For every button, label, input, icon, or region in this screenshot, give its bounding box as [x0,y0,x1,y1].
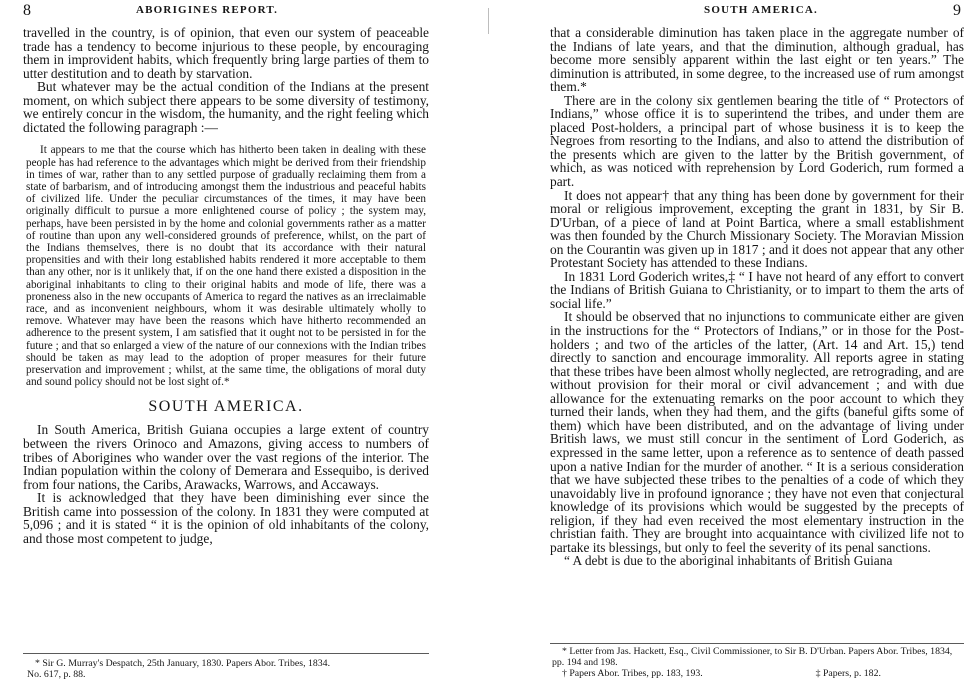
right-paragraph-2: There are in the colony six gentlemen bearing the title of “ Protectors of Indians,” whose office it is to superintend the tribes, and under them are placed Post-holders, a principal part of whose business it is to keep the Negroes from resorting to the Indians, and also to attend the distribution of the presents which are given to the latter by the British government, of which, as was noticed with reprehension by Lord Goderich, rum formed a part. [550,92,964,190]
block-quote-murray: It appears to me that the course which has hitherto been taken in dealing with these people has had reference to the advantages which might be derived from their friendship in times of war, rather than to any settled purpose of gradually reclaiming them from a state of barbarism, and of introducing amongst them the industrious and peaceful habits of civilized life. Under the peculiar circumstances of the times, it may have been originally difficult to pursue a more enlightened course of policy ; the system may, perhaps, have been persisted in by the home and colonial governments rather as a matter of routine than upon any well-considered grounds of preference, whilst, on the part of the Indians themselves, there is no doubt that its accordance with their natural propensities and with their long established habits rendered it more acceptable to them than any other, nor is it unlikely that, if on the one hand there existed a disposition in the aboriginal inhabitants to cling to their original habits and mode of life, there was a proneness also in the new occupants of America to regard the natives as an irreclaimable race, and as inconvenient neighbours, whom it was desirable ultimately wholly to remove. Whatever may have been the reasons which have hitherto recommended an adherence to the present system, I am satisfied that it ought not to be persisted in for the future ; and that so enlarged a view of the nature of our connexions with the Indian tribes should be taken as may lead to the adoption of proper measures for their future preservation and improvement ; whilst, at the same time, the obligations of moral duty and sound policy should not be lost sight of.* [26,144,426,389]
right-paragraph-6: “ A debt is due to the aboriginal inhabitants of British Guiana [564,553,893,569]
right-page [490,0,980,691]
right-footnotes [552,646,964,679]
section-title-south-america: SOUTH AMERICA. [148,398,304,416]
right-footnote-rule [550,643,964,644]
left-page-number: 8 [23,2,31,19]
right-footnote-2-3-row [552,668,964,679]
right-page-number: 9 [953,2,961,19]
right-footnote-2: † Papers Abor. Tribes, pp. 183, 193. [562,668,703,679]
right-footnote-3: ‡ Papers, p. 182. [815,668,881,679]
left-footnotes [27,658,427,680]
left-footnote-rule [23,653,429,654]
right-paragraph-1: that a considerable diminution has taken place in the aggregate number of the Indians of late years, and that the diminution, although gradual, has become more sensibly apparent within the last eight or ten years.” The diminution is attributed, in some degree, to the increased use of rum amongst them.* [550,25,964,95]
left-footnote-1: * Sir G. Murray's Despatch, 25th January, 1830. Papers Abor. Tribes, 1834. [35,658,331,669]
left-running-head: ABORIGINES REPORT. [136,4,279,16]
left-paragraph-1: travelled in the country, is of opinion, that even our system of peaceable trade has a tendency to become injurious to these people, by encouraging them in improvident habits, which frequently bring large parties of them to utter destitution and to death by starvation. [23,25,429,81]
left-footnote-1-cont: No. 617, p. 88. [27,669,86,680]
left-paragraph-2: But whatever may be the actual condition of the Indians at the present moment, on which subject there appears to be some diversity of testimony, we entirely concur in the wisdom, the humanity, and the right feeling which dictated the following paragraph :— [23,79,429,135]
right-running-head: SOUTH AMERICA. [704,4,818,16]
left-section-paragraph-2: It is acknowledged that they have been diminishing ever since the British came into possession of the colony. In 1831 they were computed at 5,096 ; and it is stated “ it is the opinion of old inhabitants of the colony, and those most competent to judge, [23,490,429,546]
left-section-paragraph-1: In South America, British Guiana occupies a large extent of country between the rivers Orinoco and Amazons, giving access to numbers of tribes of Aborigines who wander over the vast regions of the interior. The Indian population within the colony of Demerara and Essequibo, is derived from four nations, the Caribs, Arawacks, Warrows, and Accaways. [23,422,429,492]
right-paragraph-5: It should be observed that no injunctions to communicate either are given in the instructions for the “ Protectors of Indians,” or in those for the Post-holders ; and two of the articles of the latter, (Art. 14 and Art. 15,) tend directly to sanction and encourage immorality. All reports agree in stating that these tribes have been almost wholly neglected, are retrograding, and are without provision for their moral or civil advancement ; and with due allowance for the extenuating remarks on the poor account to which they turned their lands, when they had them, and the gifts (baneful gifts some of them) which have been distributed, and on the advantage of living under British laws, we must still concur in the sentiment of Lord Goderich, as expressed in the same letter, upon a reference as to sentence of death passed upon a native Indian for the murder of another. “ It is a serious consideration that we have subjected these tribes to the penalties of a code of which they unavoidably live in profound ignorance ; they have not even that conjectural knowledge of its provisions which would be suggested by the precepts of religion, if they had even received the most elementary instruction in the christian faith. They are brought into acquaintance with civilized life not to partake its blessings, but only to feel the severity of its penal sanctions. [550,309,964,555]
right-text-column [550,26,964,568]
left-text-column [23,26,429,545]
right-footnote-1: * Letter from Jas. Hackett, Esq., Civil Commissioner, to Sir B. D'Urban. Papers Abor. Tribes, 1834, pp. 194 and 198. [552,646,953,668]
right-paragraph-3: It does not appear† that any thing has been done by government for their moral or religious improvement, excepting the grant in 1831, by Sir B. D'Urban, of a piece of land at Point Bartica, where a small establishment was then founded by the Church Missionary Society. The Moravian Mission on the Courantin was given up in 1817 ; and it does not appear that any other Protestant Society has attended to these Indians. [550,187,964,271]
right-paragraph-4: In 1831 Lord Goderich writes,‡ “ I have not heard of any effort to convert the Indians of British Guiana to Christianity, or to impart to them the arts of social life.” [550,268,964,311]
